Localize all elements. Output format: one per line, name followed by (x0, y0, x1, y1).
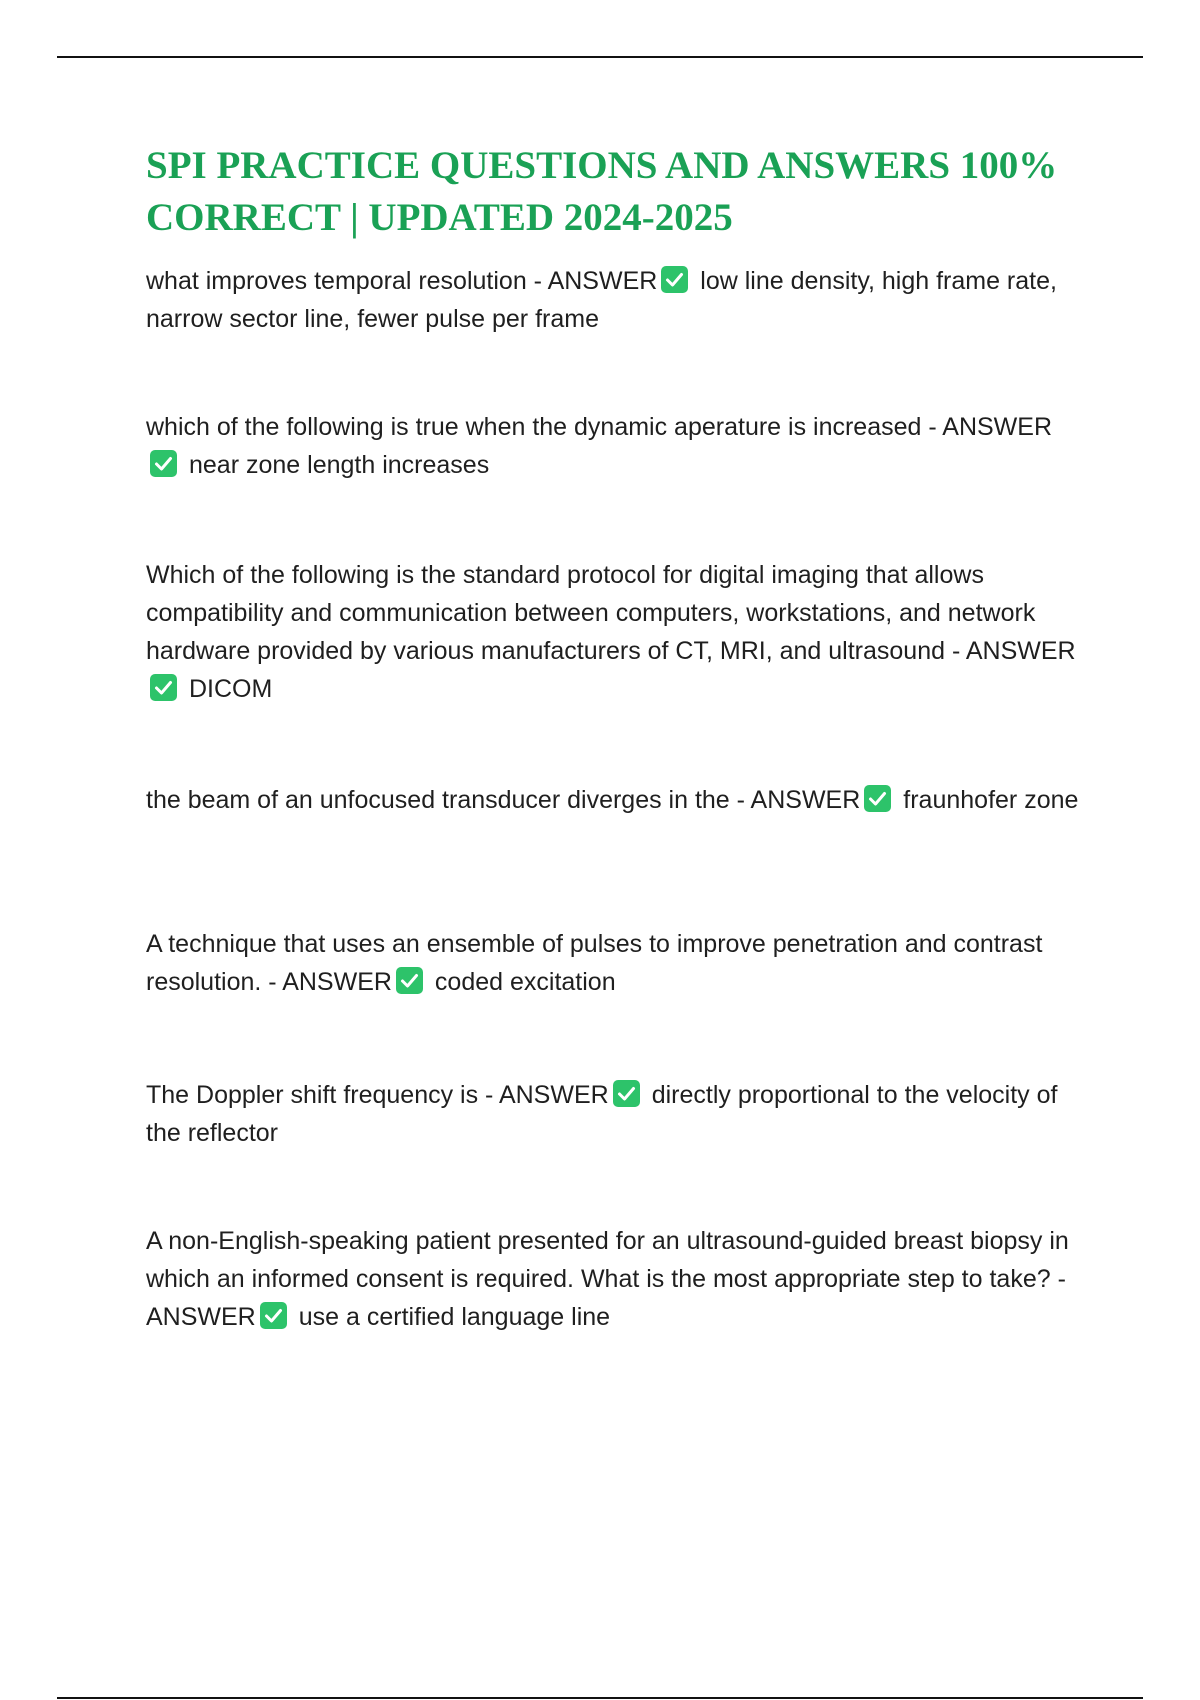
answer-label: ANSWER (498, 1081, 609, 1109)
question-text: A non-English-speaking patient presented for an ultrasound-guided breast biopsy in which an informed consent is required. What is the most appropriate step to take? - (146, 1227, 1069, 1293)
checkmark-icon (260, 1302, 287, 1329)
checkmark-icon (661, 266, 688, 293)
checkmark-icon (150, 674, 177, 701)
question-text: The Doppler shift frequency is - (146, 1081, 499, 1109)
answer-label: ANSWER (965, 637, 1076, 665)
qa-item (146, 1222, 1091, 1336)
document-title: SPI PRACTICE QUESTIONS AND ANSWERS 100% CORRECT | UPDATED 2024-2025 (146, 144, 1058, 239)
question-text: A technique that uses an ensemble of pulses to improve penetration and contrast resolution. - (146, 930, 1043, 996)
answer-text: coded excitation (434, 968, 616, 996)
checkmark-icon (613, 1080, 640, 1107)
qa-item (146, 556, 1091, 708)
answer-text: near zone length increases (189, 451, 490, 479)
answer-text: low line density, high frame rate, narrow sector line, fewer pulse per frame (146, 267, 1057, 333)
question-text: the beam of an unfocused transducer diverges in the - (146, 786, 751, 814)
question-text: what improves temporal resolution - (146, 267, 548, 295)
question-text: which of the following is true when the dynamic aperature is increased - (146, 413, 943, 441)
answer-text: DICOM (189, 675, 273, 703)
answer-label: ANSWER (942, 413, 1052, 441)
answer-label: ANSWER (282, 968, 392, 996)
qa-item (146, 262, 1091, 338)
answer-label: ANSWER (547, 267, 658, 295)
answer-label: ANSWER (750, 786, 861, 814)
checkmark-icon (864, 785, 891, 812)
answer-text: fraunhofer zone (903, 786, 1079, 814)
answer-text: use a certified language line (298, 1303, 611, 1331)
qa-item (146, 408, 1091, 484)
answer-text: directly proportional to the velocity of the reflector (146, 1081, 1058, 1147)
checkmark-icon (150, 450, 177, 477)
qa-item (146, 925, 1091, 1001)
question-text: Which of the following is the standard protocol for digital imaging that allows compatibility and communication between computers, workstations, and network hardware provided by various manufacturers of CT, MRI, and ultrasound - (146, 561, 1036, 665)
bottom-divider (57, 1697, 1143, 1699)
qa-item (146, 1076, 1091, 1152)
top-divider (57, 56, 1143, 58)
qa-item (146, 781, 1091, 819)
answer-label: ANSWER (146, 1303, 256, 1331)
checkmark-icon (396, 967, 423, 994)
